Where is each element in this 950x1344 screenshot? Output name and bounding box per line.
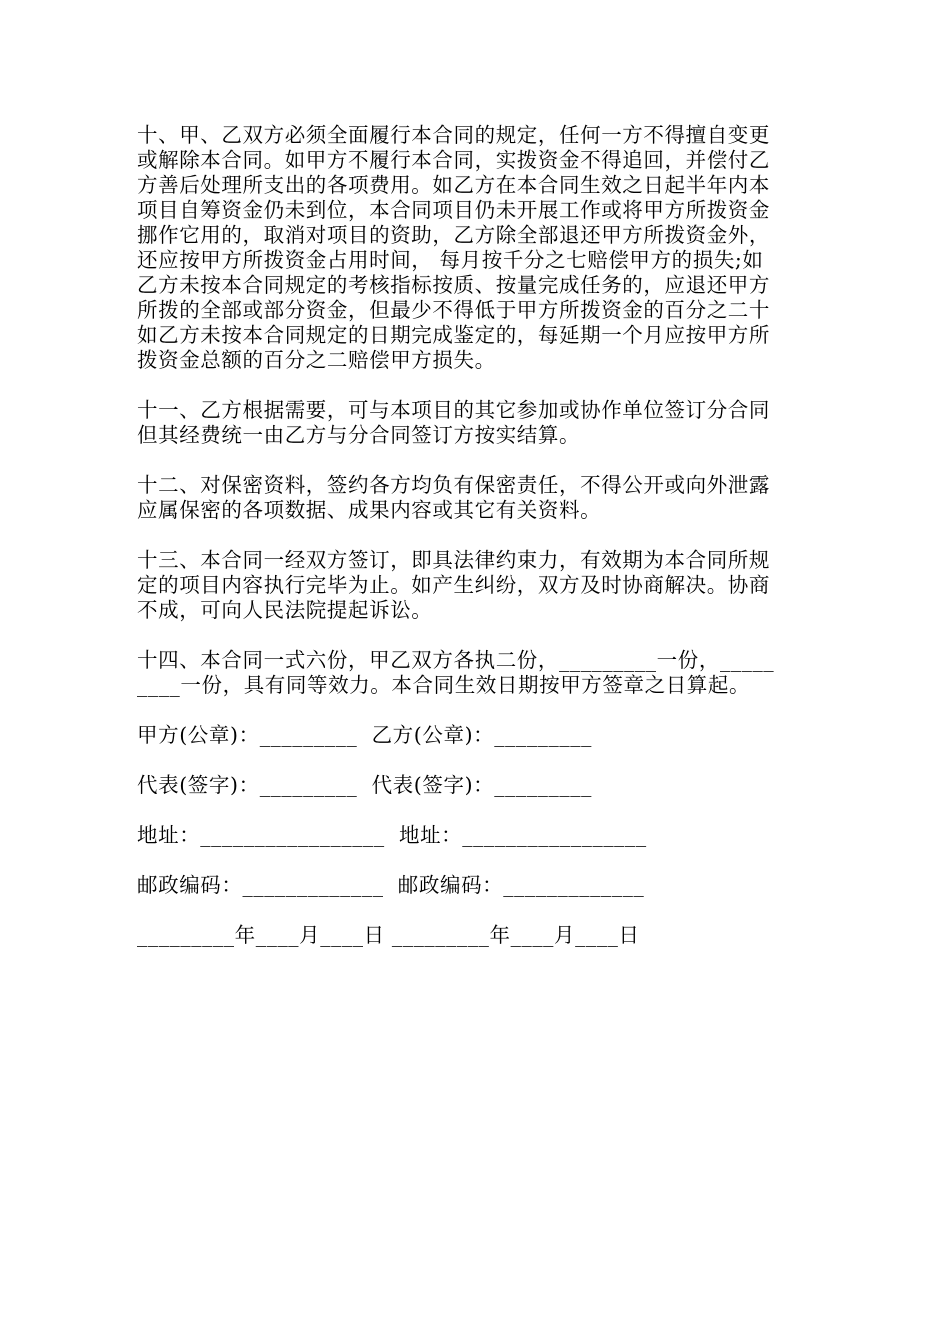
clause-14-line: 十四、本合同一式六份，甲乙双方各执二份，_________一份，_____ (137, 648, 775, 672)
postcode-line: 邮政编码：_____________ 邮政编码：_____________ (137, 873, 645, 897)
clause-12-line: 十二、对保密资料，签约各方均负有保密责任，不得公开或向外泄露 (137, 473, 770, 497)
clause-10-line: 十、甲、乙双方必须全面履行本合同的规定，任何一方不得擅自变更 (137, 123, 770, 147)
clause-10-line: 方善后处理所支出的各项费用。如乙方在本合同生效之日起半年内本 (137, 173, 770, 197)
clause-10-line: 乙方未按本合同规定的考核指标按质、按量完成任务的，应退还甲方 (137, 273, 770, 297)
clause-10-line: 拨资金总额的百分之二赔偿甲方损失。 (137, 348, 496, 372)
clause-11-line: 但其经费统一由乙方与分合同签订方按实结算。 (137, 423, 581, 447)
clause-10-line: 或解除本合同。如甲方不履行本合同，实拨资金不得追回，并偿付乙 (137, 148, 770, 172)
clause-13-line: 不成，可向人民法院提起诉讼。 (137, 598, 433, 622)
clause-13-line: 定的项目内容执行完毕为止。如产生纠纷，双方及时协商解决。协商 (137, 573, 770, 597)
clause-11-line: 十一、乙方根据需要，可与本项目的其它参加或协作单位签订分合同 (137, 398, 770, 422)
clause-12-line: 应属保密的各项数据、成果内容或其它有关资料。 (137, 498, 602, 522)
clause-10-line: 挪作它用的，取消对项目的资助，乙方除全部退还甲方所拨资金外， (137, 223, 770, 247)
party-seal-line: 甲方(公章)：_________ 乙方(公章)：_________ (137, 723, 592, 747)
representative-signature-line: 代表(签字)：_________ 代表(签字)：_________ (137, 773, 592, 797)
clause-10-line: 所拨的全部或部分资金，但最少不得低于甲方所拨资金的百分之二十 (137, 298, 770, 322)
date-line: _________年____月____日 _________年____月____日 (137, 923, 640, 947)
clause-10-line: 还应按甲方所拨资金占用时间， 每月按千分之七赔偿甲方的损失;如 (137, 248, 764, 272)
clause-13-line: 十三、本合同一经双方签订，即具法律约束力，有效期为本合同所规 (137, 548, 770, 572)
clause-10-line: 如乙方未按本合同规定的日期完成鉴定的，每延期一个月应按甲方所 (137, 323, 770, 347)
address-line: 地址：_________________ 地址：_________________ (137, 823, 647, 847)
clause-14-line: ____一份，具有同等效力。本合同生效日期按甲方签章之日算起。 (137, 673, 751, 697)
clause-10-line: 项目自筹资金仍未到位，本合同项目仍未开展工作或将甲方所拨资金 (137, 198, 770, 222)
